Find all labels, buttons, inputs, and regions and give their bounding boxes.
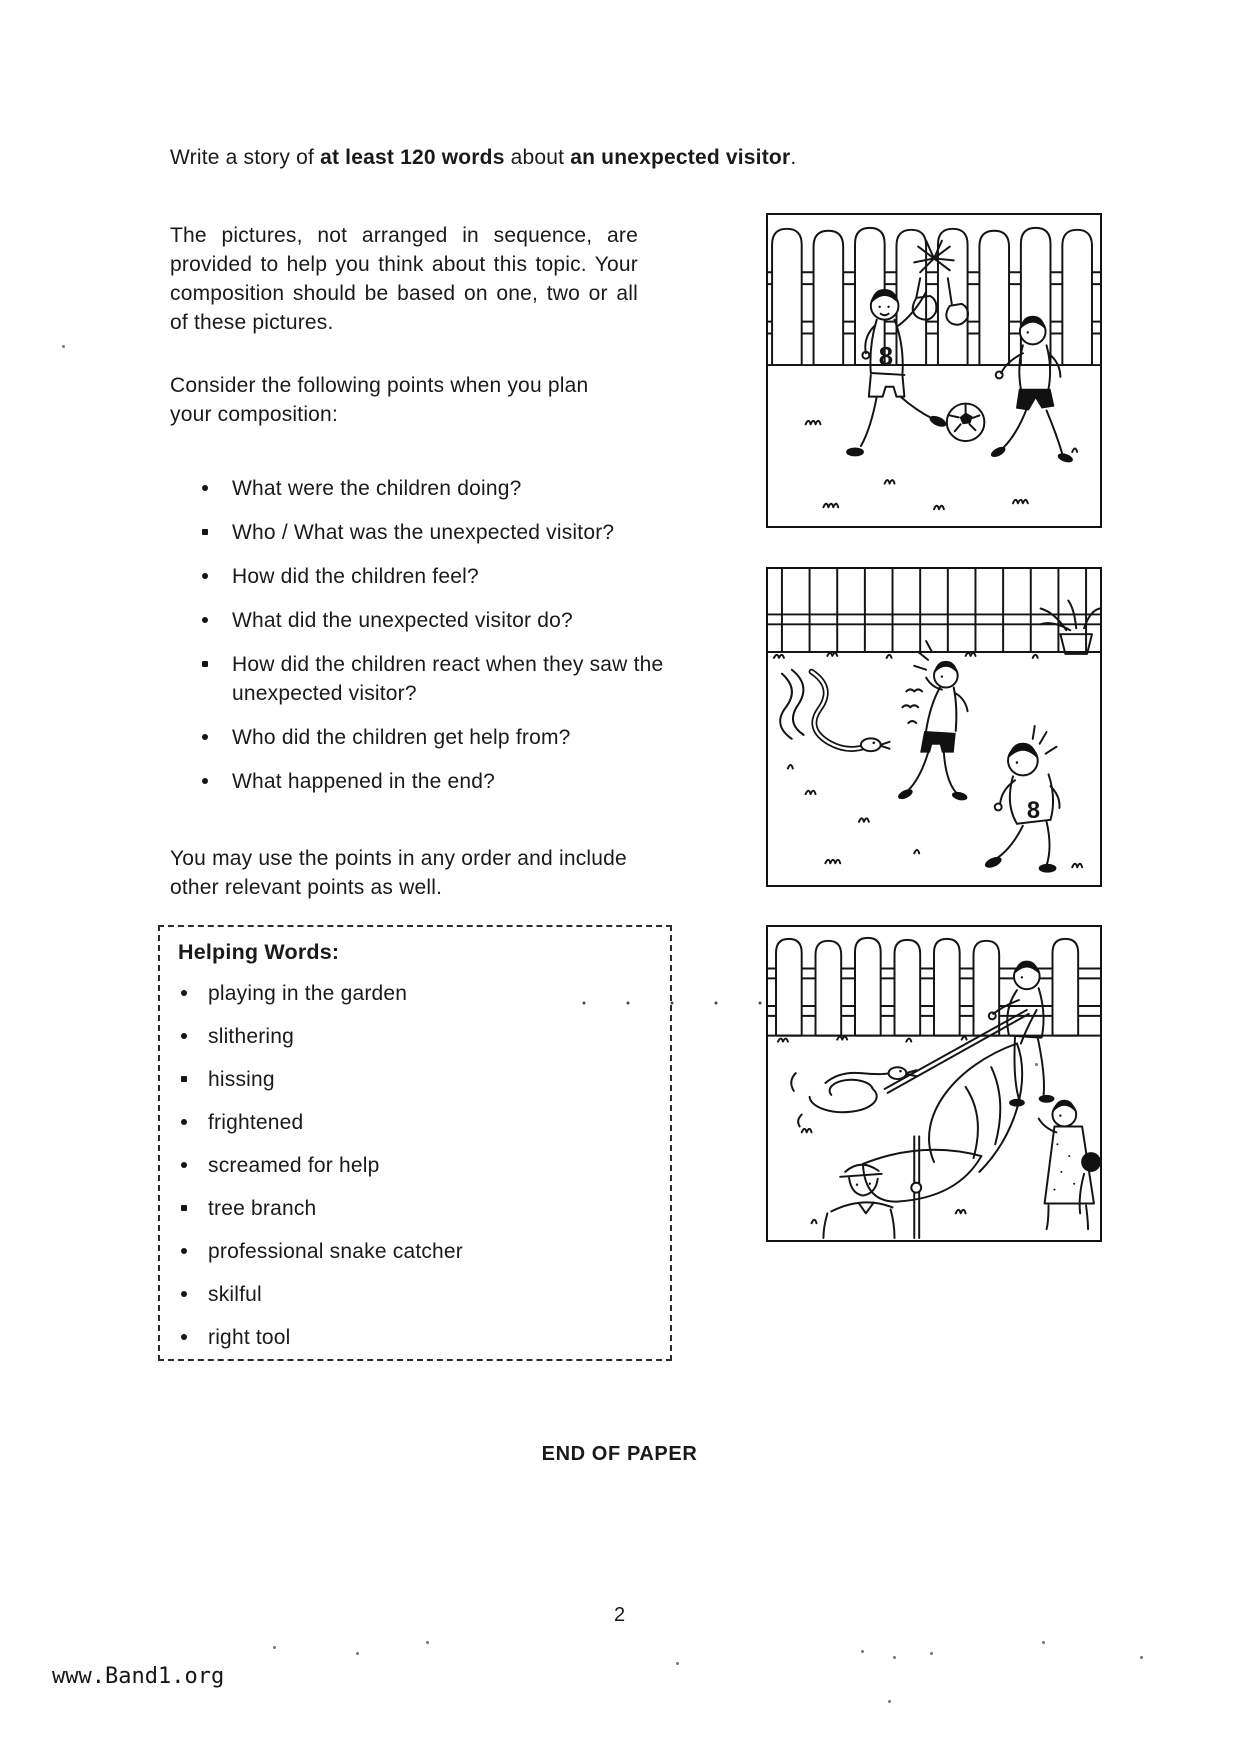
helping-word-text: slithering (208, 1025, 295, 1048)
helping-word-item (178, 1151, 660, 1180)
helping-word-item (178, 1280, 660, 1309)
website-watermark: www.Band1.org (52, 1664, 225, 1689)
note-paragraph: You may use the points in any order and include other relevant points as well. (170, 847, 627, 899)
scan-speck (273, 1646, 276, 1649)
prompt-topic: an unexpected visitor (570, 146, 791, 169)
helping-word-text: right tool (208, 1326, 291, 1349)
helping-word-item (178, 1194, 660, 1223)
scan-speck (1035, 1063, 1038, 1066)
point-item (198, 650, 676, 708)
catching-sack (863, 1044, 1022, 1202)
children-playing-illustration (768, 215, 1100, 526)
point-text: How did the children react when they saw the unexpected visitor? (232, 653, 664, 705)
point-text: What were the children doing? (232, 477, 522, 500)
point-item (198, 562, 676, 591)
scan-speck (1140, 1656, 1143, 1659)
scan-speck (676, 1662, 679, 1665)
point-item (198, 767, 676, 796)
svg-text:8: 8 (1026, 797, 1041, 824)
point-text: Who did the children get help from? (232, 726, 571, 749)
potted-plant (1041, 601, 1100, 654)
helping-word-text: professional snake catcher (208, 1240, 464, 1263)
end-of-paper-label: END OF PAPER (541, 1443, 698, 1465)
prompt-lead: Write a story of (170, 146, 321, 169)
helping-word-item (178, 1065, 660, 1094)
helping-word-text: skilful (208, 1283, 262, 1306)
point-text: What did the unexpected visitor do? (232, 609, 573, 632)
point-item (198, 518, 676, 547)
helping-word-text: tree branch (208, 1197, 317, 1220)
snake (780, 670, 889, 751)
snake-coiled (791, 1067, 916, 1126)
scan-speck (356, 1652, 359, 1655)
helping-word-item (178, 1022, 660, 1051)
scan-speck (888, 1700, 891, 1703)
helping-word-item (178, 1108, 660, 1137)
point-item (198, 723, 676, 752)
helping-word-text: frightened (208, 1111, 304, 1134)
planning-points-list (198, 474, 676, 811)
helping-word-text: hissing (208, 1068, 275, 1091)
point-item (198, 474, 676, 503)
scan-speck (1042, 1641, 1045, 1644)
snake-catcher-illustration (768, 927, 1100, 1240)
consider-paragraph: Consider the following points when you plan your composition: (170, 374, 589, 426)
snake-scare-illustration (768, 569, 1100, 885)
helping-words-box (158, 925, 672, 1361)
prompt-word-count: at least 120 words (320, 146, 505, 169)
picket-fence (768, 228, 1100, 365)
scan-speck (930, 1652, 933, 1655)
helping-words-list (178, 979, 660, 1352)
helping-words-title: Helping Words: (178, 940, 340, 964)
scan-speck (426, 1641, 429, 1644)
scan-speck (62, 345, 65, 348)
page-number: 2 (613, 1604, 626, 1626)
helping-word-text: screamed for help (208, 1154, 380, 1177)
helping-word-text: playing in the garden (208, 982, 408, 1005)
point-text: How did the children feel? (232, 565, 479, 588)
svg-text:8: 8 (878, 343, 893, 372)
helping-word-item (178, 1237, 660, 1266)
helping-word-item (178, 1323, 660, 1352)
scan-speck (861, 1650, 864, 1653)
picture-children-playing (766, 213, 1102, 528)
prompt-period: . (790, 146, 797, 169)
picture-snake-catcher (766, 925, 1102, 1242)
grass-tufts (806, 421, 1078, 509)
picket-fence (768, 938, 1100, 1042)
scan-speck (893, 1656, 896, 1659)
point-text: What happened in the end? (232, 770, 496, 793)
intro-paragraph: The pictures, not arranged in sequence, are provided to help you think about this topic. Your composition should be based on one, two or all of these pictures. (170, 224, 638, 334)
point-item (198, 606, 676, 635)
point-text: Who / What was the unexpected visitor? (232, 521, 615, 544)
boy-shocked (897, 641, 969, 802)
boy-running-away (983, 726, 1059, 873)
composition-prompt (170, 146, 890, 170)
grass-tufts (802, 1129, 966, 1223)
soccer-ball (947, 404, 985, 442)
picture-snake-scare (766, 567, 1102, 887)
prompt-middle: about (504, 146, 571, 169)
